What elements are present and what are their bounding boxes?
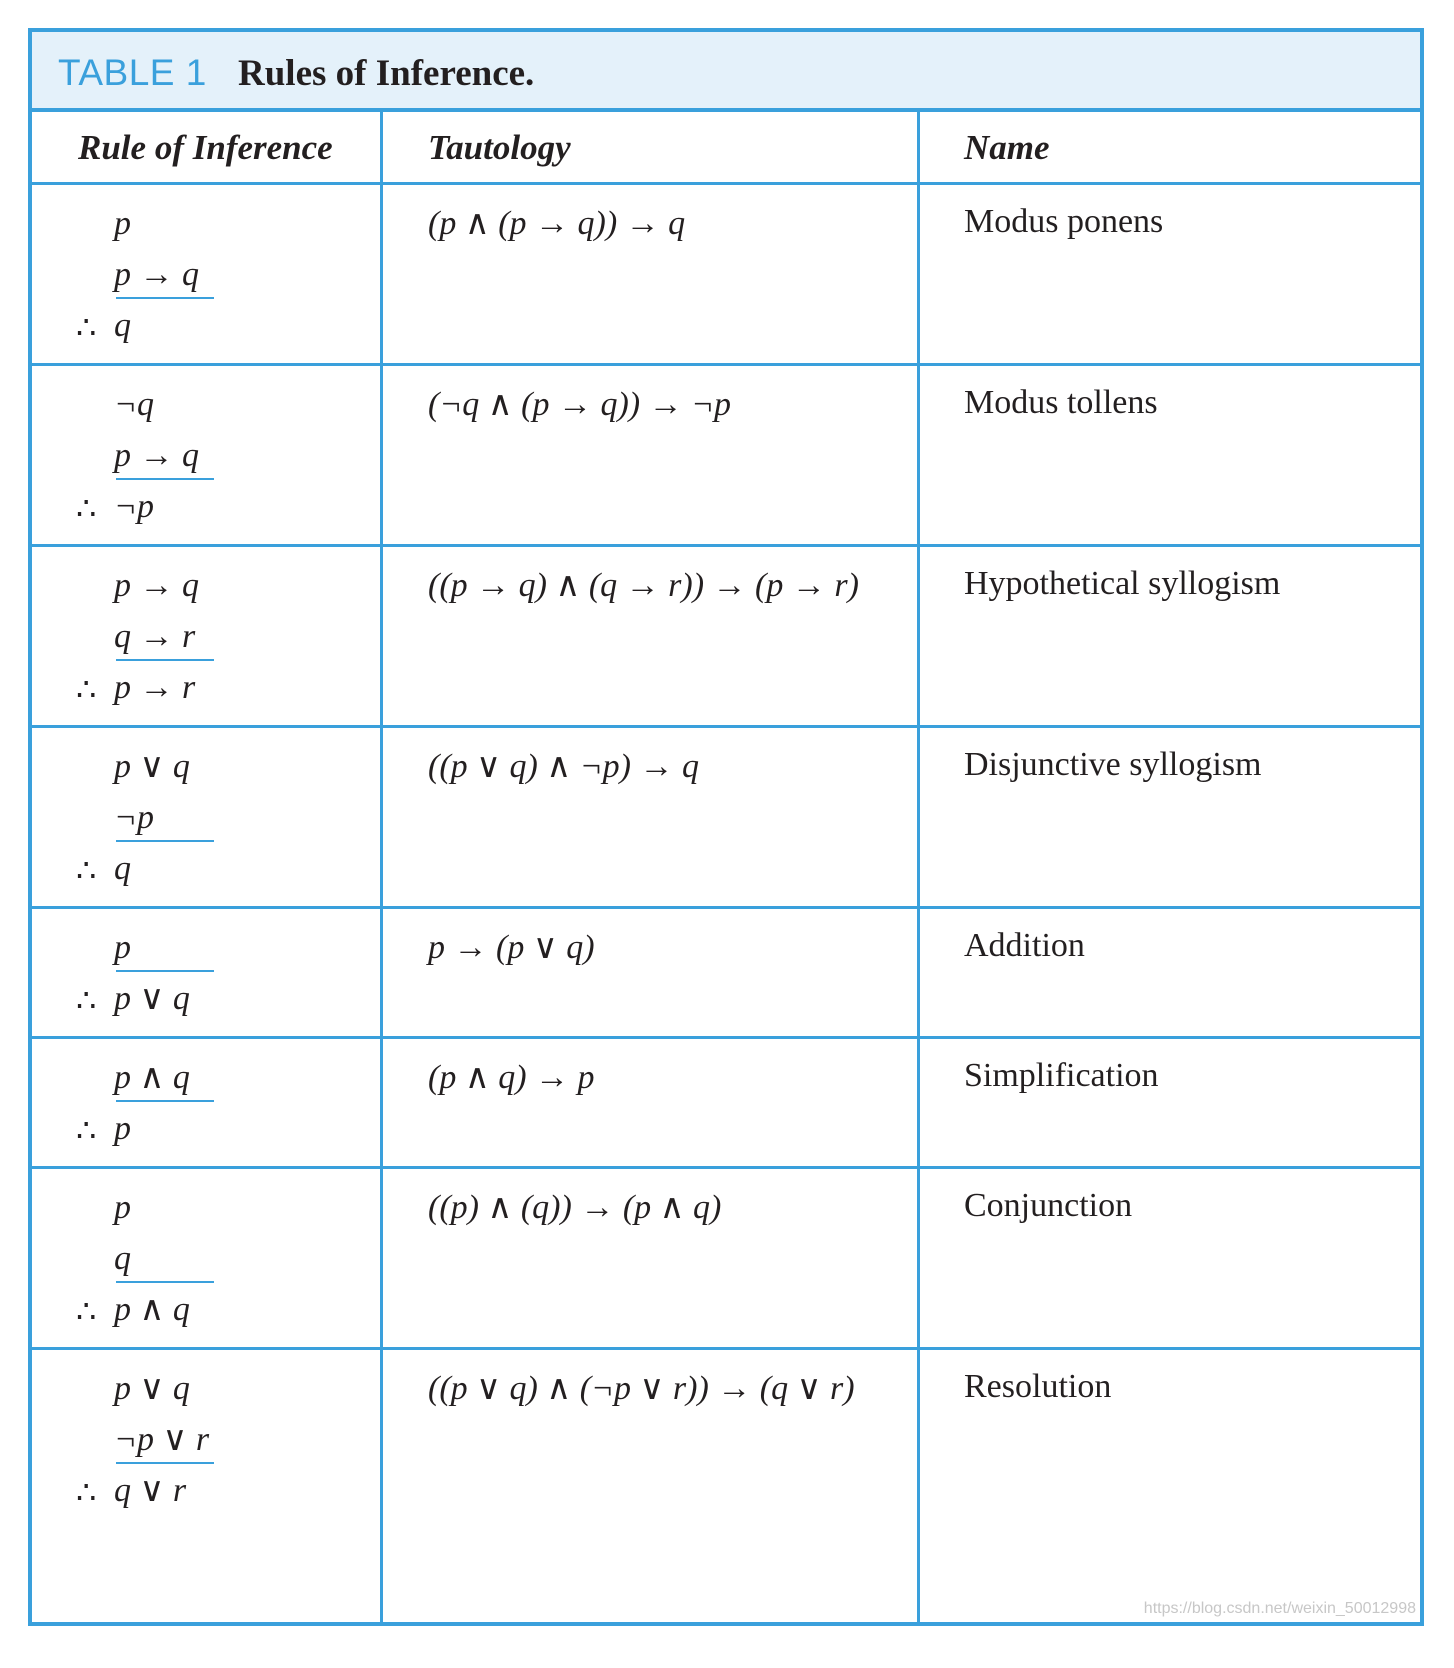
tautology-formula: ((p) ∧ (q)) → (p ∧ q) [428, 1189, 722, 1226]
rule-premise: p → q [114, 567, 199, 604]
tautology-formula: ((p → q) ∧ (q → r)) → (p → r) [428, 567, 859, 604]
watermark-text: https://blog.csdn.net/weixin_50012998 [1143, 1600, 1416, 1617]
rule-premise: p [114, 929, 131, 966]
rule-conclusion: q [114, 850, 131, 887]
header-tautology: Tautology [428, 128, 571, 167]
tautology-formula: ((p ∨ q) ∧ (¬p ∨ r)) → (q ∨ r) [428, 1370, 855, 1407]
rule-premise: p → q [114, 256, 199, 293]
rule-premise: q → r [114, 618, 196, 655]
tautology-formula: ((p ∨ q) ∧ ¬p) → q [428, 748, 700, 785]
header-divider [32, 182, 1420, 185]
rule-name: Modus tollens [964, 384, 1158, 421]
rule-name: Conjunction [964, 1187, 1133, 1224]
table-title: Rules of Inference. [238, 53, 535, 94]
header-name: Name [964, 128, 1050, 167]
rule-premise: p ∨ q [114, 1370, 190, 1407]
rules-of-inference-table [28, 28, 1424, 1626]
tautology-formula: (p ∧ (p → q)) → q [428, 205, 686, 242]
rule-name: Resolution [964, 1368, 1112, 1405]
rule-name: Modus ponens [964, 203, 1164, 240]
therefore-symbol: ∴ [76, 982, 97, 1018]
rule-premise: p ∧ q [114, 1059, 190, 1096]
inference-line [116, 1100, 214, 1102]
column-divider-1 [380, 112, 383, 1622]
rule-premise: ¬p [114, 799, 154, 836]
row-divider [32, 1166, 1420, 1169]
inference-line [116, 297, 214, 299]
rule-name: Addition [964, 927, 1085, 964]
inference-line [116, 478, 214, 480]
inference-line [116, 1462, 214, 1464]
therefore-symbol: ∴ [76, 1293, 97, 1329]
therefore-symbol: ∴ [76, 852, 97, 888]
rule-conclusion: p ∨ q [114, 980, 190, 1017]
rule-premise: p [114, 1189, 131, 1226]
rule-name: Hypothetical syllogism [964, 565, 1281, 602]
tautology-formula: (¬q ∧ (p → q)) → ¬p [428, 386, 732, 423]
rule-conclusion: q [114, 307, 131, 344]
inference-line [116, 659, 214, 661]
therefore-symbol: ∴ [76, 490, 97, 526]
rule-premise: ¬p ∨ r [114, 1421, 210, 1458]
rule-conclusion: ¬p [114, 488, 154, 525]
therefore-symbol: ∴ [76, 309, 97, 345]
row-divider [32, 1036, 1420, 1039]
rule-conclusion: q ∨ r [114, 1472, 187, 1509]
rule-name: Disjunctive syllogism [964, 746, 1262, 783]
therefore-symbol: ∴ [76, 1474, 97, 1510]
row-divider [32, 363, 1420, 366]
rule-conclusion: p → r [114, 669, 196, 706]
tautology-formula: p → (p ∨ q) [428, 929, 595, 966]
rule-premise: q [114, 1240, 131, 1277]
table-title-bar [32, 32, 1420, 112]
rule-name: Simplification [964, 1057, 1159, 1094]
inference-line [116, 840, 214, 842]
inference-line [116, 1281, 214, 1283]
row-divider [32, 544, 1420, 547]
inference-line [116, 970, 214, 972]
rule-premise: p [114, 205, 131, 242]
rule-premise: ¬q [114, 386, 154, 423]
therefore-symbol: ∴ [76, 1112, 97, 1148]
header-rule-of-inference: Rule of Inference [78, 128, 333, 167]
rule-conclusion: p [114, 1110, 131, 1147]
row-divider [32, 1347, 1420, 1350]
rule-conclusion: p ∧ q [114, 1291, 190, 1328]
rule-premise: p → q [114, 437, 199, 474]
rule-premise: p ∨ q [114, 748, 190, 785]
row-divider [32, 725, 1420, 728]
table-number-label: TABLE 1 [58, 52, 207, 93]
row-divider [32, 906, 1420, 909]
therefore-symbol: ∴ [76, 671, 97, 707]
tautology-formula: (p ∧ q) → p [428, 1059, 595, 1096]
column-divider-2 [917, 112, 920, 1622]
